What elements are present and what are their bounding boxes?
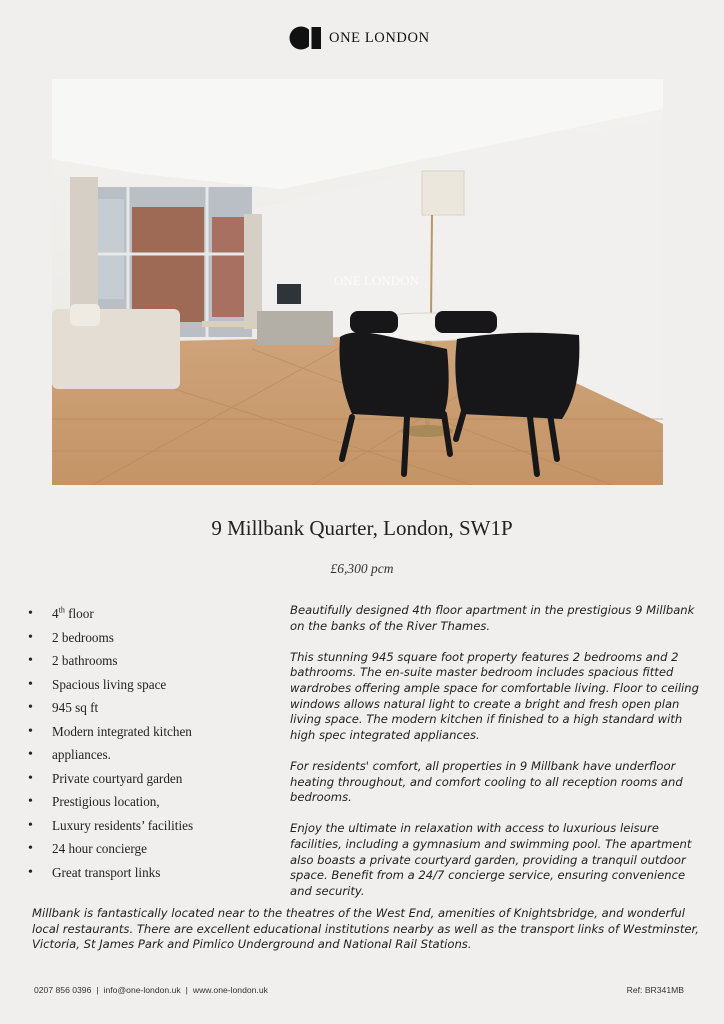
feature-item: • 945 sq ft [28, 696, 193, 720]
property-photo [52, 79, 663, 485]
reference-code: Ref: BR341MB [626, 985, 684, 995]
photo-watermark: ONE LONDON [334, 273, 419, 288]
floor-word: floor [68, 606, 94, 621]
description-paragraph: Enjoy the ultimate in relaxation with access to luxurious leisure facilities, including a gymnasium and swimming pool. The apartment also boasts a private courtyard garden, providing a tranquil outdoor space. Benefit from a 24/7 concierge service, ensuring convenience and security. [290, 821, 692, 898]
property-price: £6,300 pcm [330, 561, 394, 576]
location-paragraph: Millbank is fantastically located near to the theatres of the West End, amenities of Knightsbridge, and wonderful local restaurants. There are excellent educational institutions nearby as well as the transport links of Westminster, Victoria, St James Park and Pimlico Underground and National Rail Stations. [32, 906, 699, 952]
phone-number[interactable]: 0207 856 0396 [34, 985, 92, 995]
email-link[interactable]: info@one-london.uk [103, 985, 181, 995]
property-title: 9 Millbank Quarter, London, SW1P [211, 516, 513, 540]
feature-item: • Private courtyard garden [28, 767, 193, 791]
feature-item: • appliances. [28, 743, 193, 767]
description-paragraph: For residents' comfort, all properties in 9 Millbank have underfloor heating throughout, and comfort cooling to all reception rooms and bedrooms. [290, 758, 683, 805]
feature-item: • Modern integrated kitchen [28, 720, 193, 744]
brand-name: ONE LONDON [329, 29, 430, 46]
feature-item [28, 602, 193, 626]
one-london-logo-icon [289, 26, 325, 50]
feature-item: • Luxury residents’ facilities [28, 814, 193, 838]
feature-item: • 2 bathrooms [28, 649, 193, 673]
feature-item: • Prestigious location, [28, 790, 193, 814]
website-link[interactable]: www.one-london.uk [192, 985, 268, 995]
feature-item: • 2 bedrooms [28, 626, 193, 650]
description-paragraph: Beautifully designed 4th floor apartment in the prestigious 9 Millbank on the banks of the River Thames. [290, 603, 695, 633]
brand-logo [289, 26, 430, 50]
features-list [28, 602, 193, 884]
feature-item: • Great transport links [28, 861, 193, 885]
footer-contacts [34, 985, 268, 995]
footer-separator: | [185, 985, 188, 995]
floor-suffix: th [58, 605, 65, 615]
property-description [290, 603, 708, 915]
description-paragraph: This stunning 945 square foot property features 2 bedrooms and 2 bathrooms. The en-suite master bedroom includes spacious fitted wardrobes offering ample space for comfortable living. Floor to ceiling windows allows natural light to create a bright and fresh open plan living space. The modern kitchen if finished to a high standard with high spec integrated appliances. [290, 649, 699, 742]
footer-separator: | [96, 985, 99, 995]
feature-item: • 24 hour concierge [28, 837, 193, 861]
feature-item: • Spacious living space [28, 673, 193, 697]
floor-number: 4 [52, 606, 59, 621]
